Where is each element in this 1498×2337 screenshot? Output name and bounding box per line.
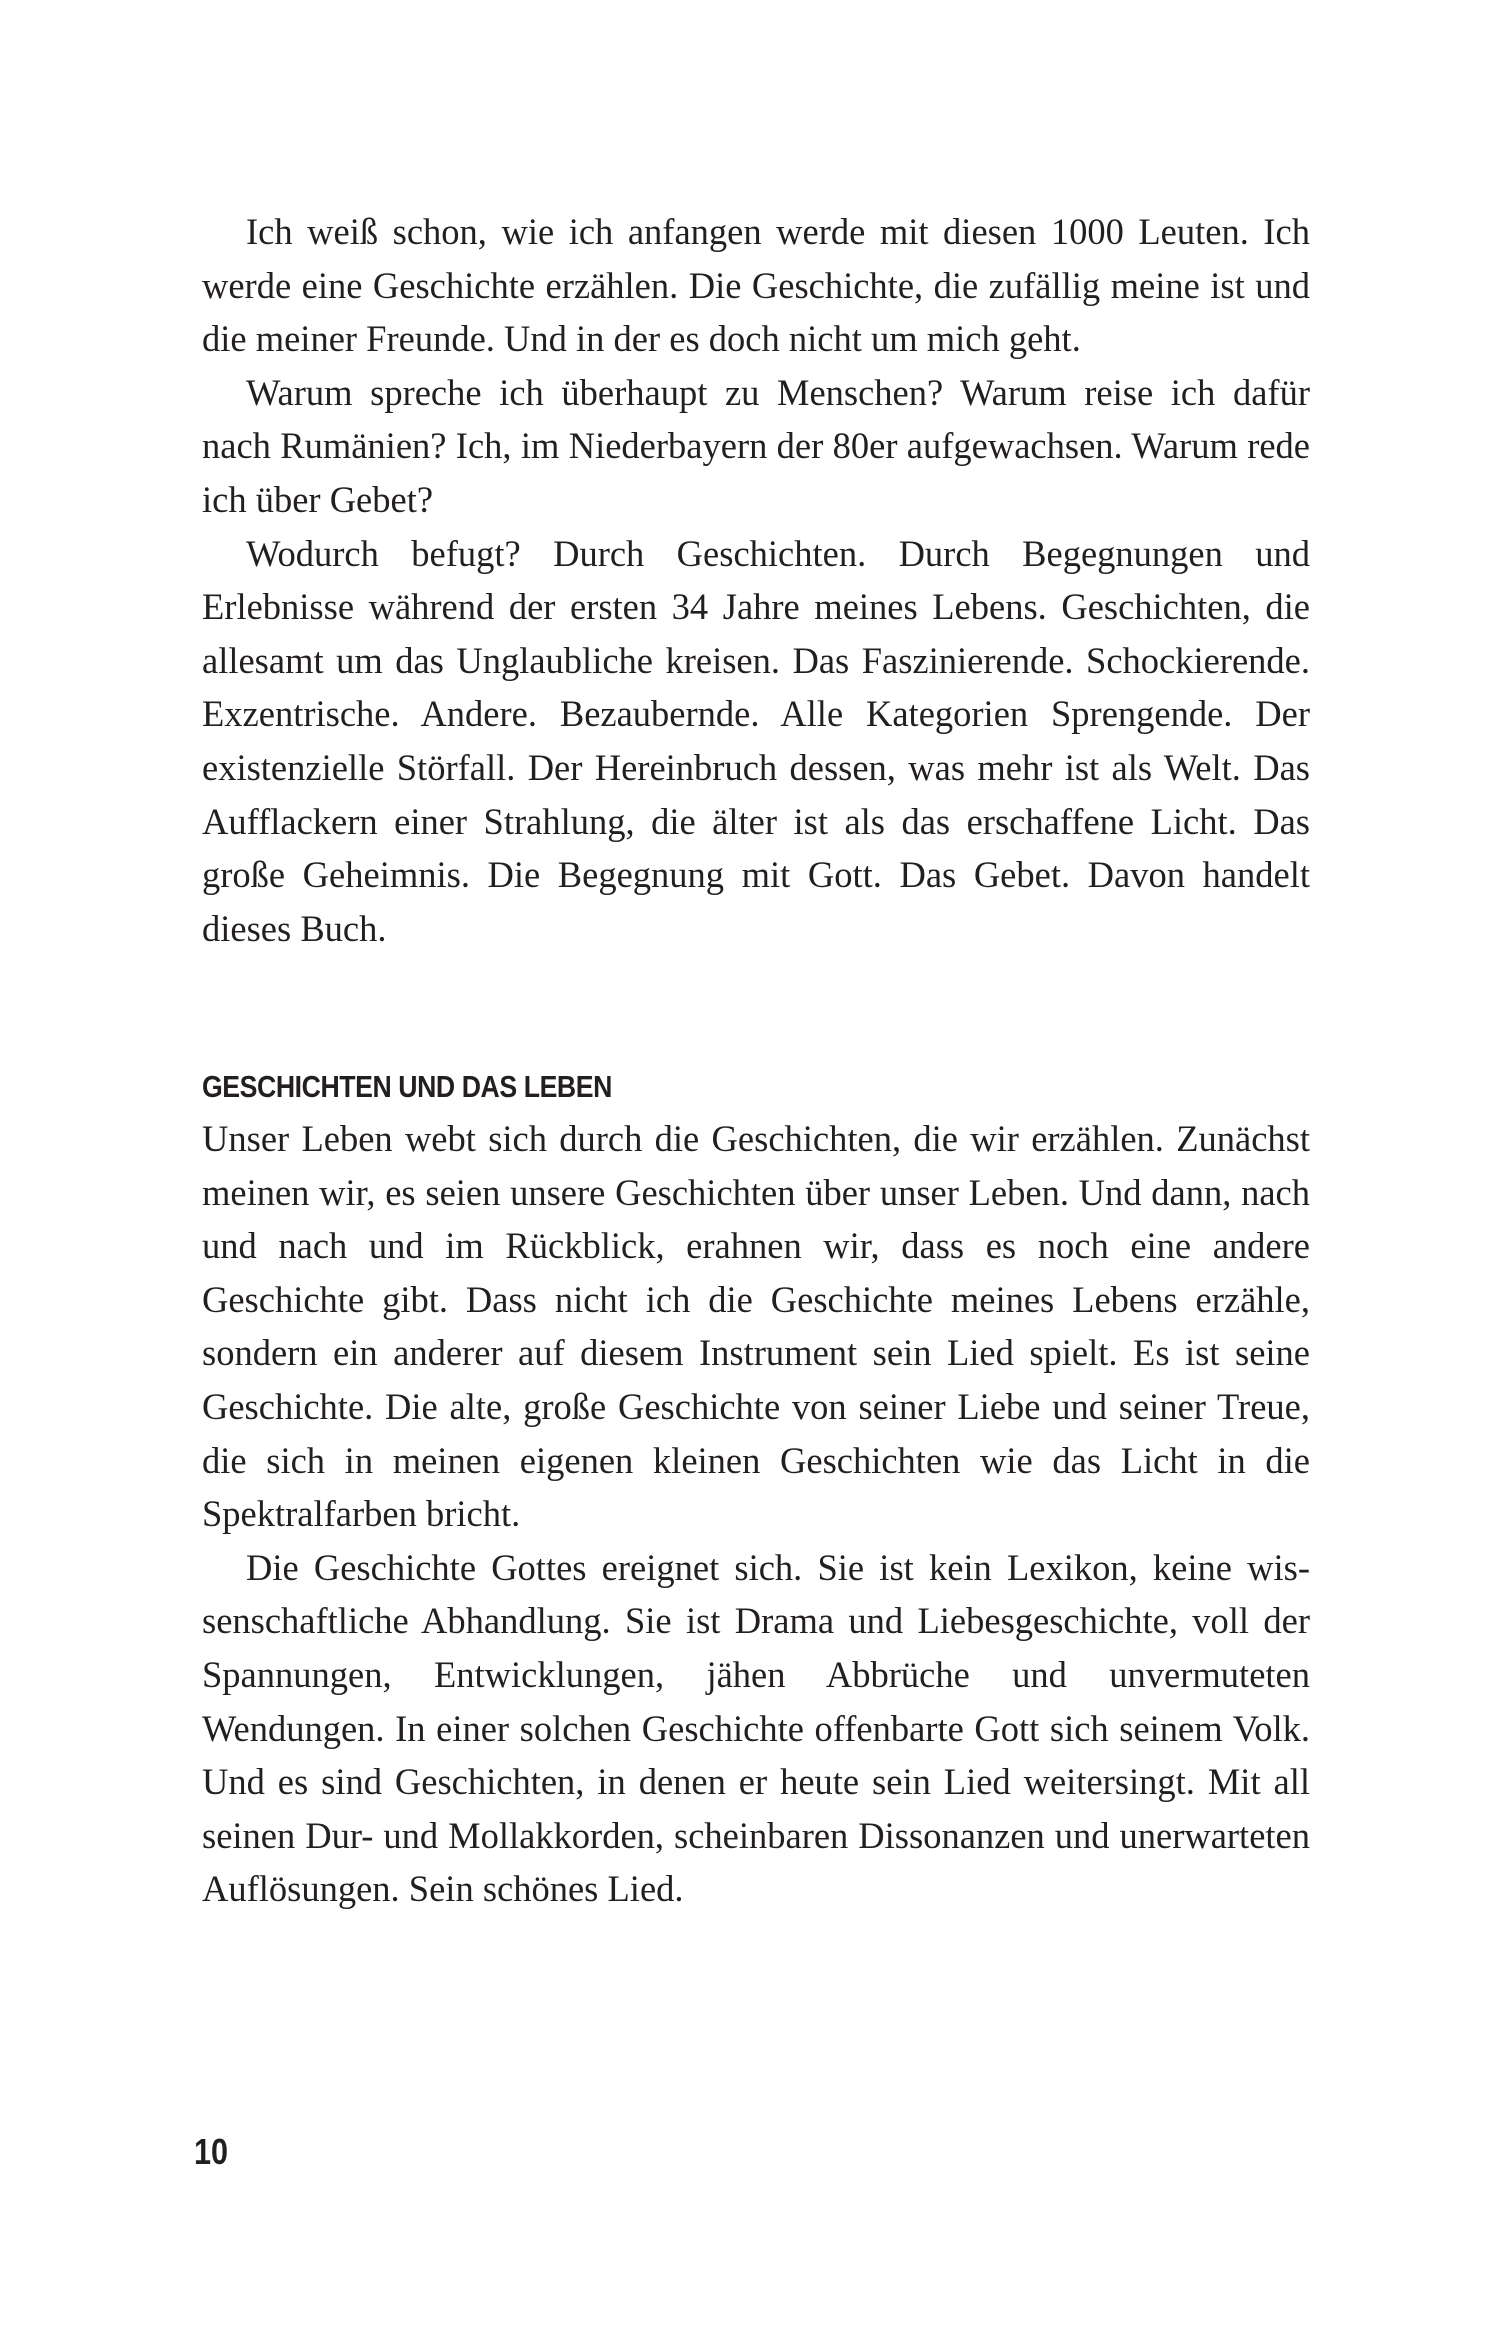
intro-paragraph-3: Wodurch befugt? Durch Geschichten. Durch Begegnungen und Erlebnisse während der ersten 34 Jahre meines Lebens. Geschichten, die allesamt um das Unglaubliche kreisen. Das Faszinierende. Schockierende. Exzentrische. Andere. Bezaubernde. Alle Kategorien Sprengende. Der existenzielle Störfall. Der Hereinbruch dessen, was mehr ist als Welt. Das Aufflackern einer Strahlung, die älter ist als das erschaffene Licht. Das große Geheimnis. Die Begegnung mit Gott. Das Gebet. Davon handelt dieses Buch.: [202, 532, 1310, 949]
section-heading: GESCHICHTEN UND DAS LEBEN: [202, 1069, 612, 1104]
section-text-block: [202, 1062, 1310, 1916]
section-paragraph-1: Unser Leben webt sich durch die Geschichten, die wir erzählen. Zunächst meinen wir, es seien unsere Geschichten über unser Leben. Und dann, nach und nach und im Rückblick, erahnen wir, dass es noch eine andere Geschichte gibt. Dass nicht ich die Geschichte meines Lebens erzähle, sondern ein anderer auf diesem Instrument sein Lied spielt. Es ist seine Geschichte. Die alte, große Geschichte von seiner Liebe und seiner Treue, die sich in meinen eigenen kleinen Geschichten wie das Licht in die Spektralfarben bricht.: [202, 1118, 1310, 1535]
page-number: 10: [194, 2131, 229, 2172]
intro-paragraph-1: Ich weiß schon, wie ich anfangen werde mit diesen 1000 Leuten. Ich werde eine Geschichte erzählen. Die Geschichte, die zufällig meine ist und die meiner Freunde. Und in der es doch nicht um mich geht.: [202, 211, 1310, 360]
section-paragraph-2: Die Geschichte Gottes ereignet sich. Sie ist kein Lexikon, keine wissenschaftliche Abhandlung. Sie ist Drama und Liebesgeschichte, voll der Spannungen, Entwicklungen, jähen Abbrüche und unvermuteten Wendungen. In einer solchen Geschichte offenbarte Gott sich seinem Volk. Und es sind Geschichten, in denen er heute sein Lied weitersingt. Mit all seinen Dur- und Mollakkorden, scheinbaren Dissonanzen und unerwarteten Auflösungen. Sein schönes Lied.: [202, 1546, 1310, 1910]
intro-paragraph-2: Warum spreche ich überhaupt zu Menschen? Warum reise ich dafür nach Rumänien? Ich, im Niederbayern der 80er aufgewachsen. Warum rede ich über Gebet?: [202, 371, 1310, 520]
intro-text-block: [202, 205, 1310, 955]
